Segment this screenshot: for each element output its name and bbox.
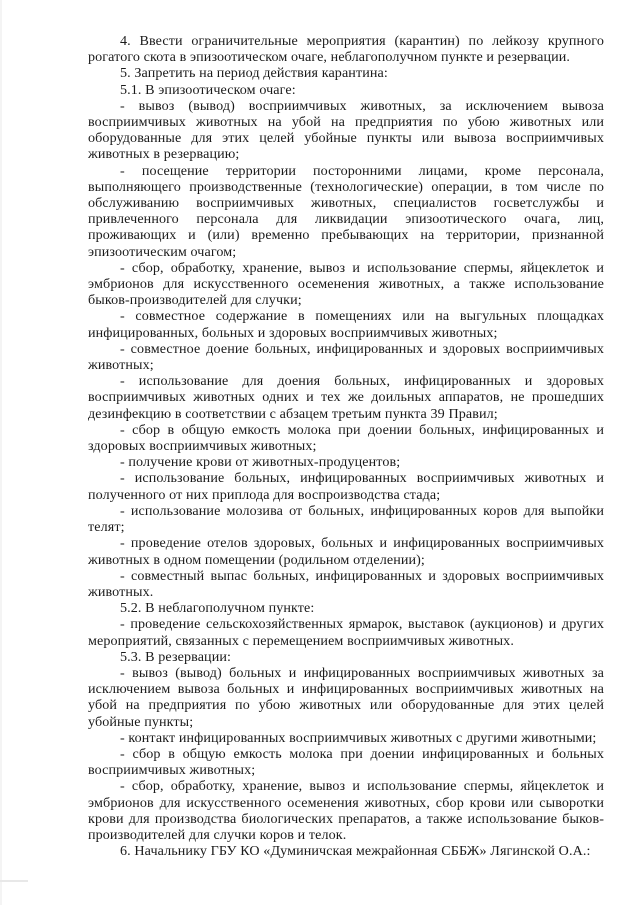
list-item: - проведение сельскохозяйственных ярмарок, выставок (аукционов) и других мероприятий, связанных с перемещением восприимчивых животных. xyxy=(88,616,604,649)
list-item: - использование молозива от больных, инфицированных коров для выпойки телят; xyxy=(88,502,604,536)
list-item: - вывоз (вывод) восприимчивых животных, за исключением вывоза восприимчивых животных на убой на предприятия по убою животных или оборудованные для этих целей убойные пункты или вывоза восприимчивых животных в резервацию; xyxy=(88,97,604,163)
paragraph-item-6: 6. Начальнику ГБУ КО «Думиничская межрайонная СББЖ» Лягинской О.А.: xyxy=(120,843,591,860)
list-item: - вывоз (вывод) больных и инфицированных восприимчивых животных за исключением вывоза больных и инфицированных восприимчивых животных на убой на предприятия по убою животных или оборудованные для этих целей убойные пункты; xyxy=(88,664,604,730)
list-item: - сбор, обработку, хранение, вывоз и использование спермы, яйцеклеток и эмбрионов для искусственного осеменения животных, сбор крови или сыворотки крови для производства биологических препаратов, а также использование быков-производителей для случки коров и телок. xyxy=(88,778,604,843)
paragraph-item-5-1: 5.1. В эпизоотическом очаге: xyxy=(120,81,296,98)
paragraph-item-4: 4. Ввести ограничительные мероприятия (карантин) по лейкозу крупного рогатого скота в эпизоотическом очаге, неблагополучном пункте и резервации. xyxy=(88,33,604,66)
paragraph-item-5-2: 5.2. В неблагополучном пункте: xyxy=(120,600,315,617)
scan-left-edge xyxy=(0,0,2,905)
list-item: - совместное доение больных, инфицированных и здоровых восприимчивых животных; xyxy=(88,340,604,374)
list-item: - совместное содержание в помещениях или на выгульных площадках инфицированных, больных и здоровых восприимчивых животных; xyxy=(88,308,604,341)
paragraph-item-5-3: 5.3. В резервации: xyxy=(120,648,231,665)
list-item: - использование больных, инфицированных восприимчивых животных и полученного от них приплода для воспроизводства стада; xyxy=(88,470,604,503)
list-item: - контакт инфицированных восприимчивых животных с другими животными; xyxy=(120,729,597,746)
list-item: - проведение отелов здоровых, больных и инфицированных восприимчивых животных в одном помещении (родильном отделении); xyxy=(88,535,604,568)
list-item: - посещение территории посторонними лицами, кроме персонала, выполняющего производственные (технологические) операции, в том числе по обслуживанию восприимчивых животных, специалистов госветслужбы и привлеченного персонала для ликвидации эпизоотического очага, лиц, проживающих и (или) временно пребывающих на территории, признанной эпизоотическим очагом; xyxy=(88,162,604,260)
document-page xyxy=(88,33,604,859)
list-item: - сбор в общую емкость молока при доении больных, инфицированных и здоровых восприимчивых животных; xyxy=(88,421,604,455)
list-item: - сбор, обработку, хранение, вывоз и использование спермы, яйцеклеток и эмбрионов для искусственного осеменения животных, а также использование быков-производителей для случки; xyxy=(88,259,604,309)
list-item: - использование для доения больных, инфицированных и здоровых восприимчивых животных одних и тех же доильных аппаратов, не прошедших дезинфекцию в соответствии с абзацем третьим пункта 39 Правил; xyxy=(88,373,604,422)
paragraph-item-5: 5. Запретить на период действия карантина: xyxy=(120,65,388,82)
list-item: - сбор в общую емкость молока при доении инфицированных и больных восприимчивых животных; xyxy=(88,745,604,779)
scan-mark xyxy=(0,880,28,882)
list-item: - получение крови от животных-продуцентов; xyxy=(120,454,401,471)
list-item: - совместный выпас больных, инфицированных и здоровых восприимчивых животных. xyxy=(88,567,604,600)
